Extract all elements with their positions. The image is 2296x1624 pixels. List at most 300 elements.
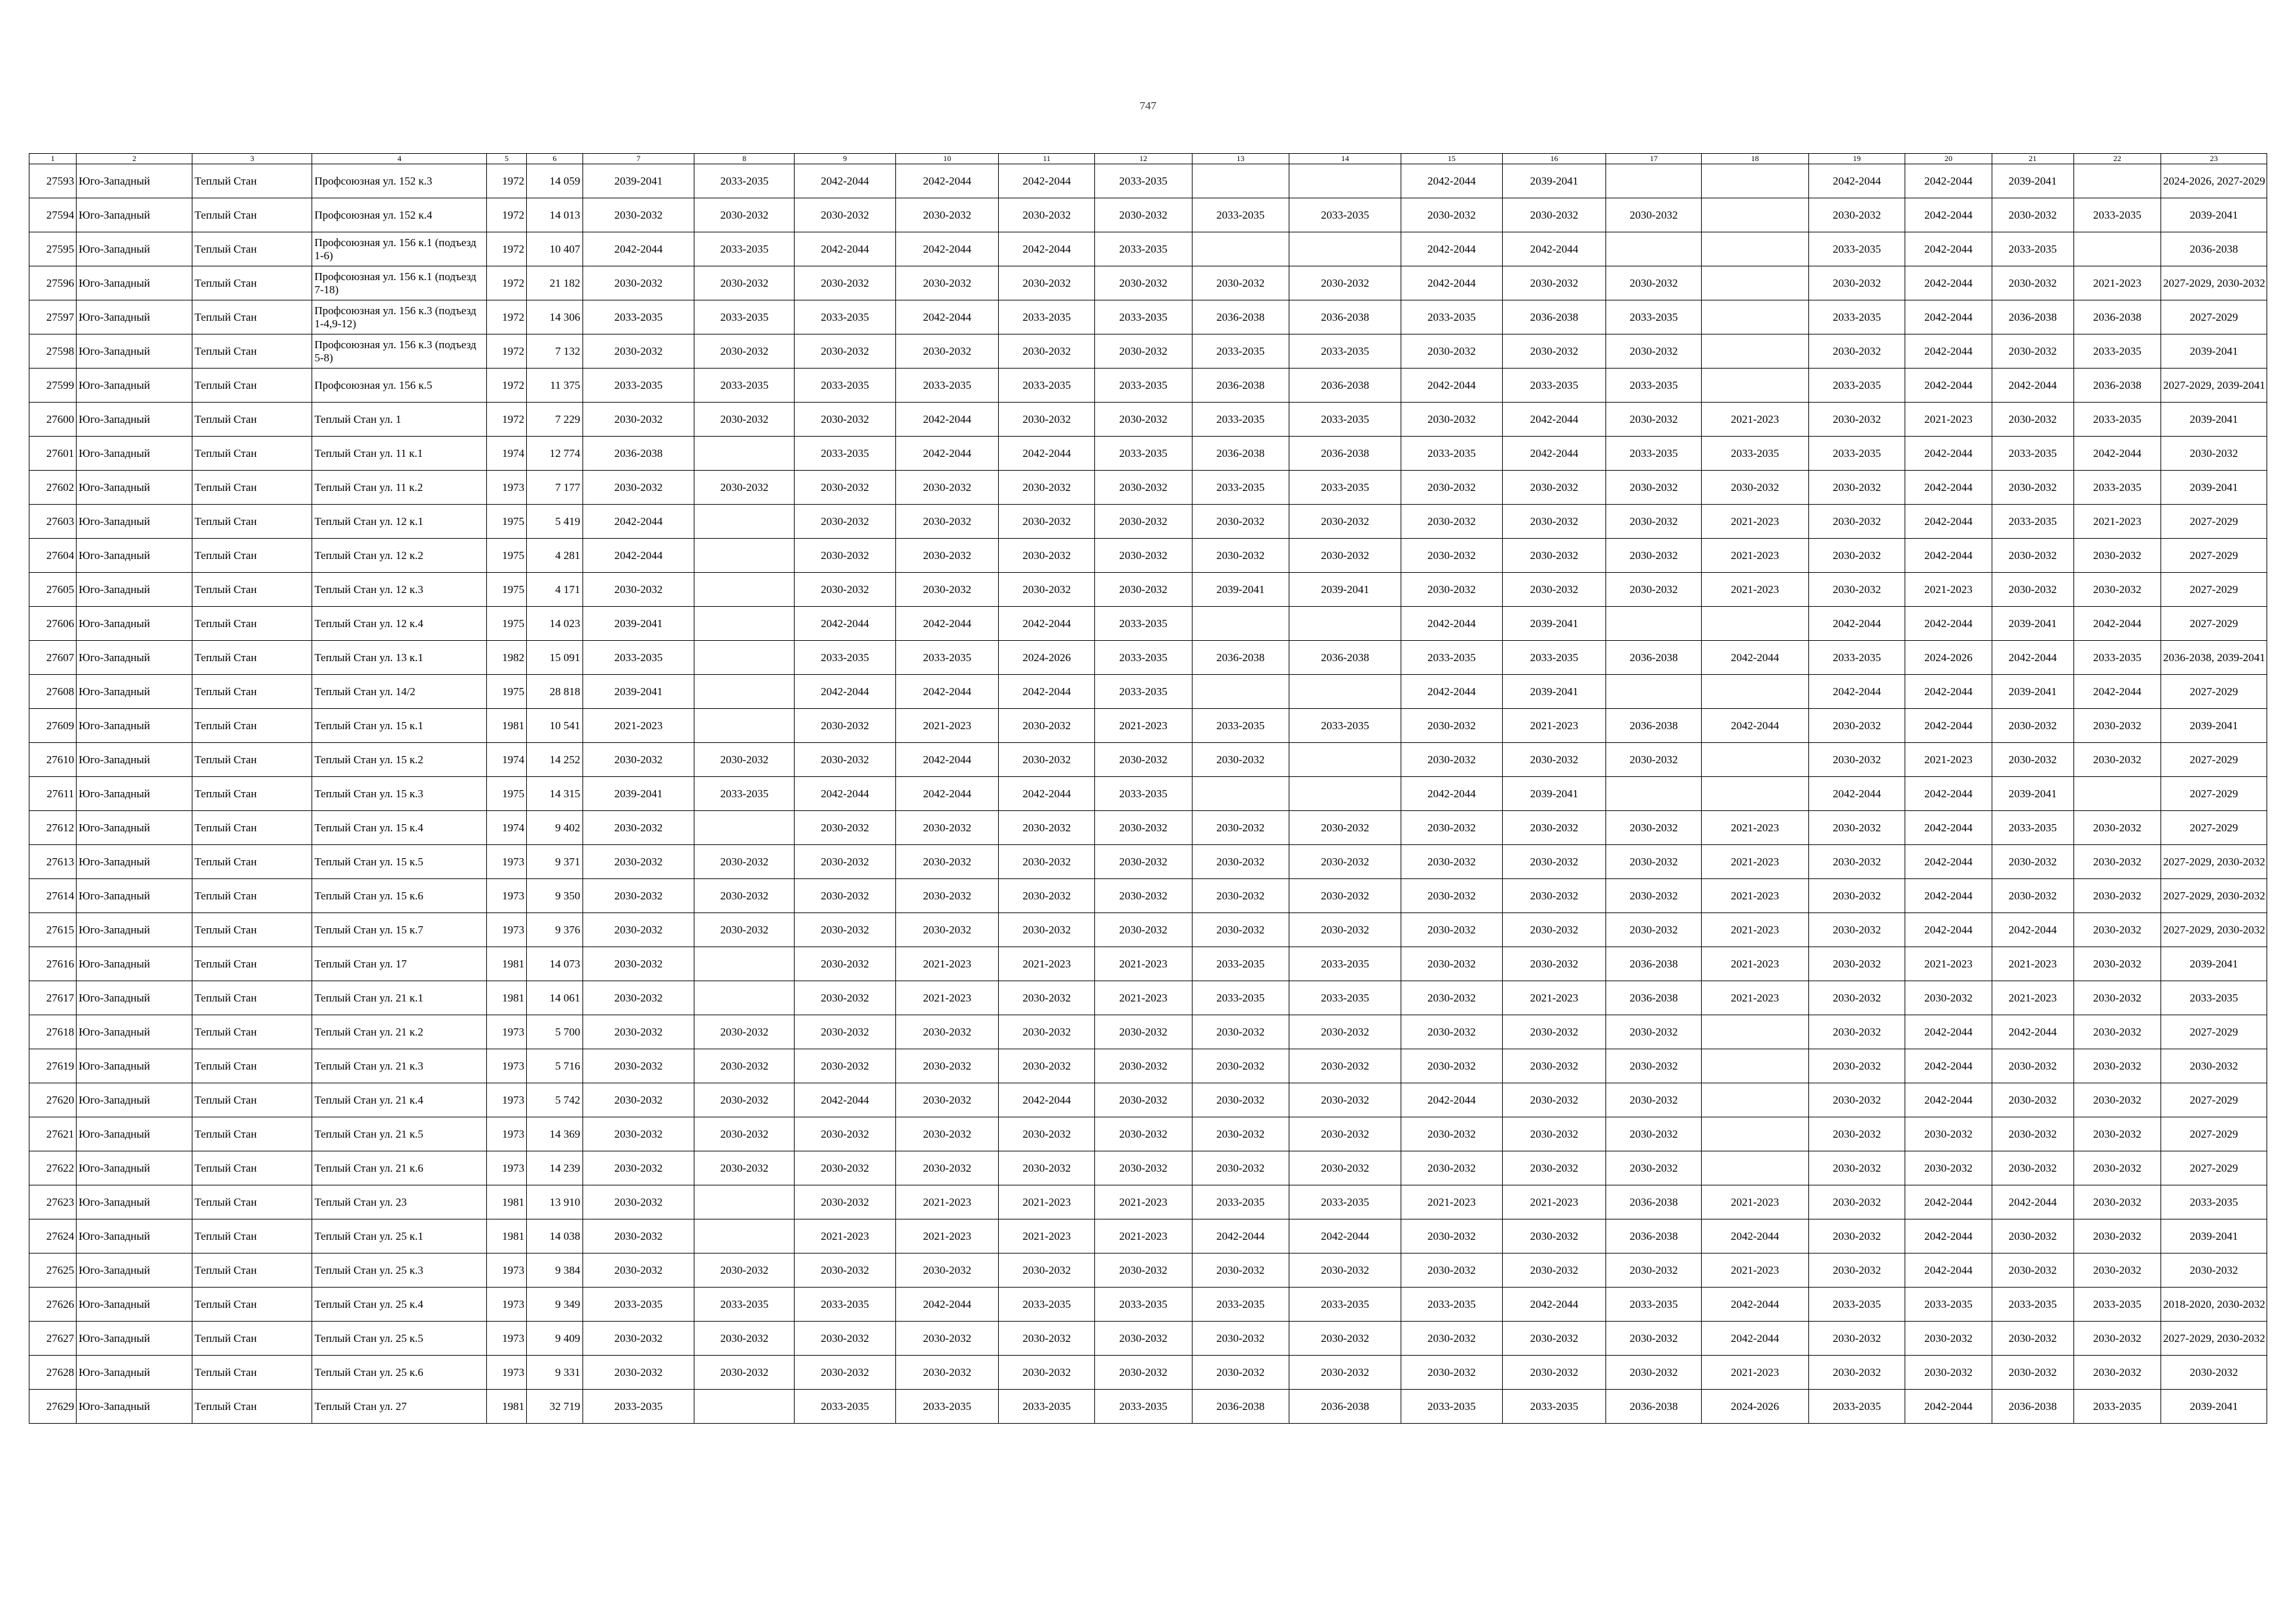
repair-period-col-8-cell: 2030-2032 bbox=[694, 1083, 795, 1117]
column-number-22: 22 bbox=[2073, 154, 2161, 164]
address-cell: Теплый Стан ул. 14/2 bbox=[312, 675, 487, 709]
record-id-cell: 27617 bbox=[29, 981, 77, 1015]
repair-period-col-18-cell bbox=[1701, 198, 1808, 232]
year-built-cell: 1972 bbox=[487, 334, 527, 369]
table-row bbox=[29, 913, 2267, 947]
repair-period-col-14-cell bbox=[1289, 777, 1401, 811]
repair-period-col-21-cell: 2021-2023 bbox=[1992, 947, 2073, 981]
repair-period-col-21-cell: 2039-2041 bbox=[1992, 675, 2073, 709]
floor-area-cell: 4 281 bbox=[527, 539, 583, 573]
repair-period-col-17-cell: 2030-2032 bbox=[1606, 879, 1702, 913]
repair-period-col-7-cell: 2039-2041 bbox=[583, 777, 694, 811]
year-built-cell: 1973 bbox=[487, 1254, 527, 1288]
repair-period-col-15-cell: 2030-2032 bbox=[1401, 845, 1503, 879]
area-cell: Теплый Стан bbox=[192, 1322, 312, 1356]
repair-period-col-7-cell: 2030-2032 bbox=[583, 334, 694, 369]
repair-period-col-16-cell: 2039-2041 bbox=[1502, 164, 1606, 198]
table-row bbox=[29, 811, 2267, 845]
repair-period-col-23-cell: 2039-2041 bbox=[2161, 947, 2267, 981]
repair-period-col-23-cell: 2030-2032 bbox=[2161, 1356, 2267, 1390]
repair-period-col-14-cell: 2033-2035 bbox=[1289, 981, 1401, 1015]
repair-period-col-18-cell: 2042-2044 bbox=[1701, 1322, 1808, 1356]
table-row bbox=[29, 607, 2267, 641]
repair-period-col-9-cell: 2030-2032 bbox=[795, 334, 896, 369]
repair-period-col-7-cell: 2042-2044 bbox=[583, 539, 694, 573]
repair-period-col-15-cell: 2042-2044 bbox=[1401, 232, 1503, 266]
repair-period-col-9-cell: 2030-2032 bbox=[795, 1151, 896, 1185]
repair-period-col-14-cell: 2030-2032 bbox=[1289, 879, 1401, 913]
repair-period-col-8-cell: 2030-2032 bbox=[694, 471, 795, 505]
repair-period-col-11-cell: 2042-2044 bbox=[999, 232, 1095, 266]
repair-period-col-18-cell: 2021-2023 bbox=[1701, 981, 1808, 1015]
repair-period-col-20-cell: 2042-2044 bbox=[1905, 675, 1992, 709]
address-cell: Профсоюзная ул. 156 к.1 (подъезд 7-18) bbox=[312, 266, 487, 300]
floor-area-cell: 9 349 bbox=[527, 1288, 583, 1322]
repair-period-col-14-cell bbox=[1289, 675, 1401, 709]
district-cell: Юго-Западный bbox=[77, 709, 192, 743]
repair-period-col-15-cell: 2030-2032 bbox=[1401, 1254, 1503, 1288]
repair-period-col-23-cell: 2030-2032 bbox=[2161, 437, 2267, 471]
repair-period-col-23-cell: 2027-2029 bbox=[2161, 777, 2267, 811]
repair-period-col-12-cell: 2030-2032 bbox=[1095, 1049, 1193, 1083]
district-cell: Юго-Западный bbox=[77, 675, 192, 709]
repair-period-col-19-cell: 2030-2032 bbox=[1808, 879, 1905, 913]
floor-area-cell: 10 541 bbox=[527, 709, 583, 743]
repair-period-col-15-cell: 2021-2023 bbox=[1401, 1185, 1503, 1219]
repair-period-col-18-cell: 2042-2044 bbox=[1701, 641, 1808, 675]
repair-period-col-22-cell bbox=[2073, 777, 2161, 811]
address-cell: Теплый Стан ул. 15 к.1 bbox=[312, 709, 487, 743]
repair-period-col-13-cell: 2030-2032 bbox=[1192, 1322, 1289, 1356]
repair-period-col-21-cell: 2030-2032 bbox=[1992, 403, 2073, 437]
repair-period-col-20-cell: 2030-2032 bbox=[1905, 1151, 1992, 1185]
repair-period-col-8-cell: 2030-2032 bbox=[694, 1015, 795, 1049]
repair-period-col-19-cell: 2030-2032 bbox=[1808, 743, 1905, 777]
repair-period-col-15-cell: 2030-2032 bbox=[1401, 879, 1503, 913]
floor-area-cell: 9 402 bbox=[527, 811, 583, 845]
repair-period-col-12-cell: 2030-2032 bbox=[1095, 1151, 1193, 1185]
table-row bbox=[29, 981, 2267, 1015]
table-row bbox=[29, 573, 2267, 607]
area-cell: Теплый Стан bbox=[192, 1083, 312, 1117]
repair-period-col-18-cell bbox=[1701, 1049, 1808, 1083]
repair-period-col-15-cell: 2030-2032 bbox=[1401, 198, 1503, 232]
repair-period-col-19-cell: 2033-2035 bbox=[1808, 1288, 1905, 1322]
repair-period-col-21-cell: 2030-2032 bbox=[1992, 879, 2073, 913]
repair-period-col-14-cell bbox=[1289, 164, 1401, 198]
repair-period-col-15-cell: 2042-2044 bbox=[1401, 369, 1503, 403]
repair-period-col-14-cell: 2036-2038 bbox=[1289, 641, 1401, 675]
year-built-cell: 1972 bbox=[487, 266, 527, 300]
repair-period-col-13-cell: 2030-2032 bbox=[1192, 1117, 1289, 1151]
repair-period-col-19-cell: 2030-2032 bbox=[1808, 573, 1905, 607]
repair-period-col-10-cell: 2021-2023 bbox=[895, 981, 999, 1015]
repair-period-col-7-cell: 2030-2032 bbox=[583, 1322, 694, 1356]
district-cell: Юго-Западный bbox=[77, 743, 192, 777]
repair-period-col-15-cell: 2030-2032 bbox=[1401, 743, 1503, 777]
repair-period-col-12-cell: 2033-2035 bbox=[1095, 300, 1193, 334]
repair-period-col-12-cell: 2030-2032 bbox=[1095, 573, 1193, 607]
repair-period-col-20-cell: 2030-2032 bbox=[1905, 1356, 1992, 1390]
repair-period-col-15-cell: 2030-2032 bbox=[1401, 471, 1503, 505]
table-row bbox=[29, 437, 2267, 471]
table-row bbox=[29, 1117, 2267, 1151]
area-cell: Теплый Стан bbox=[192, 1390, 312, 1424]
repair-period-col-19-cell: 2030-2032 bbox=[1808, 1117, 1905, 1151]
repair-period-col-20-cell: 2042-2044 bbox=[1905, 913, 1992, 947]
floor-area-cell: 10 407 bbox=[527, 232, 583, 266]
record-id-cell: 27613 bbox=[29, 845, 77, 879]
address-cell: Теплый Стан ул. 21 к.6 bbox=[312, 1151, 487, 1185]
repair-period-col-17-cell: 2030-2032 bbox=[1606, 1117, 1702, 1151]
repair-period-col-11-cell: 2030-2032 bbox=[999, 505, 1095, 539]
repair-period-col-10-cell: 2042-2044 bbox=[895, 743, 999, 777]
floor-area-cell: 9 371 bbox=[527, 845, 583, 879]
repair-period-col-19-cell: 2030-2032 bbox=[1808, 913, 1905, 947]
floor-area-cell: 32 719 bbox=[527, 1390, 583, 1424]
area-cell: Теплый Стан bbox=[192, 471, 312, 505]
floor-area-cell: 7 229 bbox=[527, 403, 583, 437]
repair-period-col-17-cell: 2030-2032 bbox=[1606, 1254, 1702, 1288]
area-cell: Теплый Стан bbox=[192, 607, 312, 641]
repair-period-col-15-cell: 2030-2032 bbox=[1401, 573, 1503, 607]
repair-period-col-14-cell: 2033-2035 bbox=[1289, 471, 1401, 505]
year-built-cell: 1975 bbox=[487, 675, 527, 709]
repair-period-col-17-cell: 2030-2032 bbox=[1606, 811, 1702, 845]
repair-period-col-20-cell: 2042-2044 bbox=[1905, 777, 1992, 811]
floor-area-cell: 14 013 bbox=[527, 198, 583, 232]
address-cell: Теплый Стан ул. 23 bbox=[312, 1185, 487, 1219]
year-built-cell: 1973 bbox=[487, 1322, 527, 1356]
repair-period-col-23-cell: 2039-2041 bbox=[2161, 403, 2267, 437]
repair-period-col-19-cell: 2030-2032 bbox=[1808, 1322, 1905, 1356]
repair-period-col-12-cell: 2030-2032 bbox=[1095, 471, 1193, 505]
area-cell: Теплый Стан bbox=[192, 641, 312, 675]
repair-period-col-23-cell: 2027-2029 bbox=[2161, 539, 2267, 573]
column-number-23: 23 bbox=[2161, 154, 2267, 164]
repair-period-col-10-cell: 2030-2032 bbox=[895, 913, 999, 947]
repair-period-col-13-cell: 2039-2041 bbox=[1192, 573, 1289, 607]
repair-period-col-7-cell: 2030-2032 bbox=[583, 471, 694, 505]
table-row bbox=[29, 1185, 2267, 1219]
address-cell: Профсоюзная ул. 156 к.1 (подъезд 1-6) bbox=[312, 232, 487, 266]
address-cell: Теплый Стан ул. 21 к.3 bbox=[312, 1049, 487, 1083]
repair-period-col-21-cell: 2042-2044 bbox=[1992, 913, 2073, 947]
repair-period-col-10-cell: 2021-2023 bbox=[895, 1185, 999, 1219]
repair-period-col-18-cell bbox=[1701, 1151, 1808, 1185]
repair-period-col-14-cell: 2030-2032 bbox=[1289, 266, 1401, 300]
repair-period-col-18-cell bbox=[1701, 369, 1808, 403]
year-built-cell: 1975 bbox=[487, 777, 527, 811]
repair-period-col-23-cell: 2039-2041 bbox=[2161, 709, 2267, 743]
year-built-cell: 1973 bbox=[487, 1083, 527, 1117]
repair-period-col-10-cell: 2030-2032 bbox=[895, 266, 999, 300]
repair-period-col-22-cell: 2042-2044 bbox=[2073, 437, 2161, 471]
year-built-cell: 1975 bbox=[487, 573, 527, 607]
repair-period-col-19-cell: 2030-2032 bbox=[1808, 1015, 1905, 1049]
repair-period-col-23-cell: 2027-2029 bbox=[2161, 1015, 2267, 1049]
repair-period-col-14-cell: 2033-2035 bbox=[1289, 198, 1401, 232]
repair-period-col-17-cell: 2030-2032 bbox=[1606, 1356, 1702, 1390]
repair-period-col-23-cell: 2027-2029 bbox=[2161, 743, 2267, 777]
year-built-cell: 1974 bbox=[487, 437, 527, 471]
repair-period-col-22-cell: 2030-2032 bbox=[2073, 845, 2161, 879]
repair-period-col-12-cell: 2033-2035 bbox=[1095, 607, 1193, 641]
year-built-cell: 1973 bbox=[487, 1151, 527, 1185]
area-cell: Теплый Стан bbox=[192, 811, 312, 845]
repair-period-col-16-cell: 2030-2032 bbox=[1502, 334, 1606, 369]
repair-period-col-18-cell: 2021-2023 bbox=[1701, 845, 1808, 879]
repair-period-col-10-cell: 2021-2023 bbox=[895, 709, 999, 743]
repair-period-col-21-cell: 2030-2032 bbox=[1992, 709, 2073, 743]
address-cell: Профсоюзная ул. 152 к.4 bbox=[312, 198, 487, 232]
repair-period-col-7-cell: 2030-2032 bbox=[583, 845, 694, 879]
repair-period-col-12-cell: 2030-2032 bbox=[1095, 505, 1193, 539]
repair-period-col-20-cell: 2042-2044 bbox=[1905, 505, 1992, 539]
repair-period-col-11-cell: 2021-2023 bbox=[999, 1185, 1095, 1219]
repair-period-col-20-cell: 2042-2044 bbox=[1905, 1390, 1992, 1424]
repair-period-col-16-cell: 2042-2044 bbox=[1502, 232, 1606, 266]
repair-period-col-14-cell: 2030-2032 bbox=[1289, 539, 1401, 573]
year-built-cell: 1975 bbox=[487, 505, 527, 539]
repair-period-col-10-cell: 2030-2032 bbox=[895, 1322, 999, 1356]
floor-area-cell: 5 716 bbox=[527, 1049, 583, 1083]
repair-period-col-23-cell: 2027-2029, 2030-2032 bbox=[2161, 845, 2267, 879]
column-number-10: 10 bbox=[895, 154, 999, 164]
repair-period-col-7-cell: 2030-2032 bbox=[583, 1356, 694, 1390]
repair-period-col-20-cell: 2030-2032 bbox=[1905, 1117, 1992, 1151]
column-number-19: 19 bbox=[1808, 154, 1905, 164]
table-row bbox=[29, 232, 2267, 266]
year-built-cell: 1974 bbox=[487, 811, 527, 845]
repair-period-col-22-cell: 2033-2035 bbox=[2073, 1288, 2161, 1322]
table-row bbox=[29, 471, 2267, 505]
repair-period-col-14-cell: 2030-2032 bbox=[1289, 1356, 1401, 1390]
repair-period-col-23-cell: 2039-2041 bbox=[2161, 198, 2267, 232]
repair-period-col-12-cell: 2030-2032 bbox=[1095, 879, 1193, 913]
repair-period-col-17-cell: 2030-2032 bbox=[1606, 1151, 1702, 1185]
record-id-cell: 27628 bbox=[29, 1356, 77, 1390]
repair-period-col-9-cell: 2030-2032 bbox=[795, 913, 896, 947]
repair-period-col-9-cell: 2042-2044 bbox=[795, 675, 896, 709]
floor-area-cell: 14 023 bbox=[527, 607, 583, 641]
area-cell: Теплый Стан bbox=[192, 266, 312, 300]
repair-period-col-8-cell: 2033-2035 bbox=[694, 777, 795, 811]
repair-period-col-13-cell bbox=[1192, 607, 1289, 641]
repair-period-col-21-cell: 2030-2032 bbox=[1992, 334, 2073, 369]
repair-period-col-17-cell: 2030-2032 bbox=[1606, 403, 1702, 437]
repair-period-col-13-cell bbox=[1192, 675, 1289, 709]
record-id-cell: 27603 bbox=[29, 505, 77, 539]
repair-period-col-22-cell: 2030-2032 bbox=[2073, 1219, 2161, 1254]
column-number-3: 3 bbox=[192, 154, 312, 164]
repair-period-col-19-cell: 2030-2032 bbox=[1808, 198, 1905, 232]
repair-period-col-13-cell: 2036-2038 bbox=[1192, 437, 1289, 471]
address-cell: Теплый Стан ул. 15 к.2 bbox=[312, 743, 487, 777]
district-cell: Юго-Западный bbox=[77, 505, 192, 539]
repair-period-col-12-cell: 2030-2032 bbox=[1095, 266, 1193, 300]
repair-period-col-10-cell: 2030-2032 bbox=[895, 845, 999, 879]
repair-period-col-19-cell: 2033-2035 bbox=[1808, 1390, 1905, 1424]
repair-period-col-13-cell bbox=[1192, 164, 1289, 198]
address-cell: Теплый Стан ул. 15 к.7 bbox=[312, 913, 487, 947]
floor-area-cell: 5 419 bbox=[527, 505, 583, 539]
district-cell: Юго-Западный bbox=[77, 1390, 192, 1424]
repair-period-col-22-cell: 2030-2032 bbox=[2073, 1254, 2161, 1288]
repair-period-col-12-cell: 2030-2032 bbox=[1095, 1117, 1193, 1151]
repair-period-col-23-cell: 2039-2041 bbox=[2161, 471, 2267, 505]
repair-period-col-8-cell: 2030-2032 bbox=[694, 334, 795, 369]
repair-period-col-10-cell: 2033-2035 bbox=[895, 1390, 999, 1424]
repair-period-col-11-cell: 2042-2044 bbox=[999, 164, 1095, 198]
repair-period-col-8-cell: 2030-2032 bbox=[694, 913, 795, 947]
repair-period-col-8-cell: 2030-2032 bbox=[694, 845, 795, 879]
repair-period-col-19-cell: 2030-2032 bbox=[1808, 471, 1905, 505]
repair-period-col-19-cell: 2030-2032 bbox=[1808, 1083, 1905, 1117]
repair-period-col-17-cell bbox=[1606, 777, 1702, 811]
repair-period-col-7-cell: 2030-2032 bbox=[583, 1254, 694, 1288]
repair-period-col-17-cell: 2030-2032 bbox=[1606, 1083, 1702, 1117]
repair-period-col-19-cell: 2030-2032 bbox=[1808, 1049, 1905, 1083]
repair-period-col-15-cell: 2030-2032 bbox=[1401, 1117, 1503, 1151]
repair-period-col-13-cell: 2033-2035 bbox=[1192, 1288, 1289, 1322]
table-row bbox=[29, 709, 2267, 743]
repair-period-col-15-cell: 2033-2035 bbox=[1401, 1390, 1503, 1424]
repair-period-col-17-cell: 2036-2038 bbox=[1606, 641, 1702, 675]
repair-period-col-12-cell: 2033-2035 bbox=[1095, 437, 1193, 471]
repair-period-col-10-cell: 2030-2032 bbox=[895, 198, 999, 232]
repair-period-col-23-cell: 2027-2029 bbox=[2161, 675, 2267, 709]
address-cell: Теплый Стан ул. 21 к.4 bbox=[312, 1083, 487, 1117]
area-cell: Теплый Стан bbox=[192, 403, 312, 437]
repair-period-col-12-cell: 2030-2032 bbox=[1095, 1083, 1193, 1117]
repair-period-col-8-cell: 2030-2032 bbox=[694, 403, 795, 437]
repair-period-col-21-cell: 2042-2044 bbox=[1992, 1185, 2073, 1219]
repair-period-col-23-cell: 2027-2029 bbox=[2161, 505, 2267, 539]
floor-area-cell: 9 409 bbox=[527, 1322, 583, 1356]
table-row bbox=[29, 641, 2267, 675]
repair-period-col-16-cell: 2033-2035 bbox=[1502, 1390, 1606, 1424]
repair-period-col-23-cell: 2033-2035 bbox=[2161, 981, 2267, 1015]
floor-area-cell: 14 059 bbox=[527, 164, 583, 198]
area-cell: Теплый Стан bbox=[192, 505, 312, 539]
repair-period-col-19-cell: 2030-2032 bbox=[1808, 334, 1905, 369]
address-cell: Профсоюзная ул. 156 к.3 (подъезд 1-4,9-12) bbox=[312, 300, 487, 334]
repair-period-col-20-cell: 2024-2026 bbox=[1905, 641, 1992, 675]
repair-period-col-8-cell bbox=[694, 1219, 795, 1254]
repair-period-col-11-cell: 2030-2032 bbox=[999, 573, 1095, 607]
repair-period-col-20-cell: 2042-2044 bbox=[1905, 1015, 1992, 1049]
record-id-cell: 27629 bbox=[29, 1390, 77, 1424]
record-id-cell: 27604 bbox=[29, 539, 77, 573]
repair-period-col-12-cell: 2033-2035 bbox=[1095, 777, 1193, 811]
year-built-cell: 1972 bbox=[487, 232, 527, 266]
record-id-cell: 27615 bbox=[29, 913, 77, 947]
repair-period-col-23-cell: 2027-2029 bbox=[2161, 1083, 2267, 1117]
record-id-cell: 27598 bbox=[29, 334, 77, 369]
repair-period-col-10-cell: 2030-2032 bbox=[895, 1049, 999, 1083]
repair-period-col-13-cell: 2030-2032 bbox=[1192, 1356, 1289, 1390]
area-cell: Теплый Стан bbox=[192, 1219, 312, 1254]
repair-period-col-19-cell: 2030-2032 bbox=[1808, 403, 1905, 437]
record-id-cell: 27619 bbox=[29, 1049, 77, 1083]
repair-period-col-11-cell: 2030-2032 bbox=[999, 879, 1095, 913]
floor-area-cell: 21 182 bbox=[527, 266, 583, 300]
repair-period-col-16-cell: 2021-2023 bbox=[1502, 1185, 1606, 1219]
repair-period-col-10-cell: 2030-2032 bbox=[895, 539, 999, 573]
repair-period-col-13-cell: 2033-2035 bbox=[1192, 1185, 1289, 1219]
address-cell: Теплый Стан ул. 21 к.1 bbox=[312, 981, 487, 1015]
column-number-15: 15 bbox=[1401, 154, 1503, 164]
repair-period-col-19-cell: 2033-2035 bbox=[1808, 641, 1905, 675]
repair-period-col-15-cell: 2042-2044 bbox=[1401, 1083, 1503, 1117]
floor-area-cell: 5 700 bbox=[527, 1015, 583, 1049]
repair-period-col-18-cell: 2042-2044 bbox=[1701, 1288, 1808, 1322]
repair-period-col-11-cell: 2033-2035 bbox=[999, 1390, 1095, 1424]
floor-area-cell: 14 038 bbox=[527, 1219, 583, 1254]
repair-period-col-17-cell: 2030-2032 bbox=[1606, 573, 1702, 607]
repair-period-col-16-cell: 2039-2041 bbox=[1502, 675, 1606, 709]
repair-period-col-11-cell: 2030-2032 bbox=[999, 1254, 1095, 1288]
district-cell: Юго-Западный bbox=[77, 981, 192, 1015]
repair-period-col-8-cell bbox=[694, 981, 795, 1015]
repair-period-col-13-cell: 2030-2032 bbox=[1192, 505, 1289, 539]
table-row bbox=[29, 879, 2267, 913]
repair-period-col-11-cell: 2030-2032 bbox=[999, 334, 1095, 369]
record-id-cell: 27623 bbox=[29, 1185, 77, 1219]
floor-area-cell: 11 375 bbox=[527, 369, 583, 403]
repair-period-col-10-cell: 2042-2044 bbox=[895, 675, 999, 709]
repair-period-col-17-cell: 2036-2038 bbox=[1606, 1219, 1702, 1254]
repair-period-col-20-cell: 2042-2044 bbox=[1905, 266, 1992, 300]
repair-period-col-7-cell: 2030-2032 bbox=[583, 266, 694, 300]
district-cell: Юго-Западный bbox=[77, 607, 192, 641]
year-built-cell: 1981 bbox=[487, 1185, 527, 1219]
repair-period-col-20-cell: 2021-2023 bbox=[1905, 403, 1992, 437]
repair-period-col-15-cell: 2030-2032 bbox=[1401, 981, 1503, 1015]
year-built-cell: 1972 bbox=[487, 198, 527, 232]
repair-period-col-19-cell: 2030-2032 bbox=[1808, 1254, 1905, 1288]
repair-period-col-22-cell: 2030-2032 bbox=[2073, 709, 2161, 743]
address-cell: Теплый Стан ул. 15 к.5 bbox=[312, 845, 487, 879]
repair-period-col-21-cell: 2039-2041 bbox=[1992, 777, 2073, 811]
repair-period-col-9-cell: 2030-2032 bbox=[795, 1015, 896, 1049]
repair-period-col-17-cell bbox=[1606, 164, 1702, 198]
repair-period-col-8-cell bbox=[694, 607, 795, 641]
repair-period-col-19-cell: 2042-2044 bbox=[1808, 777, 1905, 811]
district-cell: Юго-Западный bbox=[77, 403, 192, 437]
repair-period-col-15-cell: 2030-2032 bbox=[1401, 913, 1503, 947]
record-id-cell: 27600 bbox=[29, 403, 77, 437]
repair-period-col-15-cell: 2042-2044 bbox=[1401, 266, 1503, 300]
district-cell: Юго-Западный bbox=[77, 539, 192, 573]
repair-period-col-14-cell: 2030-2032 bbox=[1289, 505, 1401, 539]
repair-period-col-17-cell: 2030-2032 bbox=[1606, 471, 1702, 505]
repair-period-col-19-cell: 2030-2032 bbox=[1808, 947, 1905, 981]
repair-period-col-14-cell: 2033-2035 bbox=[1289, 334, 1401, 369]
district-cell: Юго-Западный bbox=[77, 845, 192, 879]
repair-period-col-14-cell: 2030-2032 bbox=[1289, 1151, 1401, 1185]
repair-period-col-13-cell: 2030-2032 bbox=[1192, 913, 1289, 947]
table-row bbox=[29, 164, 2267, 198]
table-row bbox=[29, 675, 2267, 709]
repair-period-col-8-cell: 2030-2032 bbox=[694, 1049, 795, 1083]
repair-period-col-10-cell: 2033-2035 bbox=[895, 641, 999, 675]
repair-period-col-20-cell: 2042-2044 bbox=[1905, 437, 1992, 471]
repair-period-col-12-cell: 2030-2032 bbox=[1095, 1356, 1193, 1390]
repair-period-col-21-cell: 2030-2032 bbox=[1992, 845, 2073, 879]
repair-period-col-7-cell: 2033-2035 bbox=[583, 369, 694, 403]
